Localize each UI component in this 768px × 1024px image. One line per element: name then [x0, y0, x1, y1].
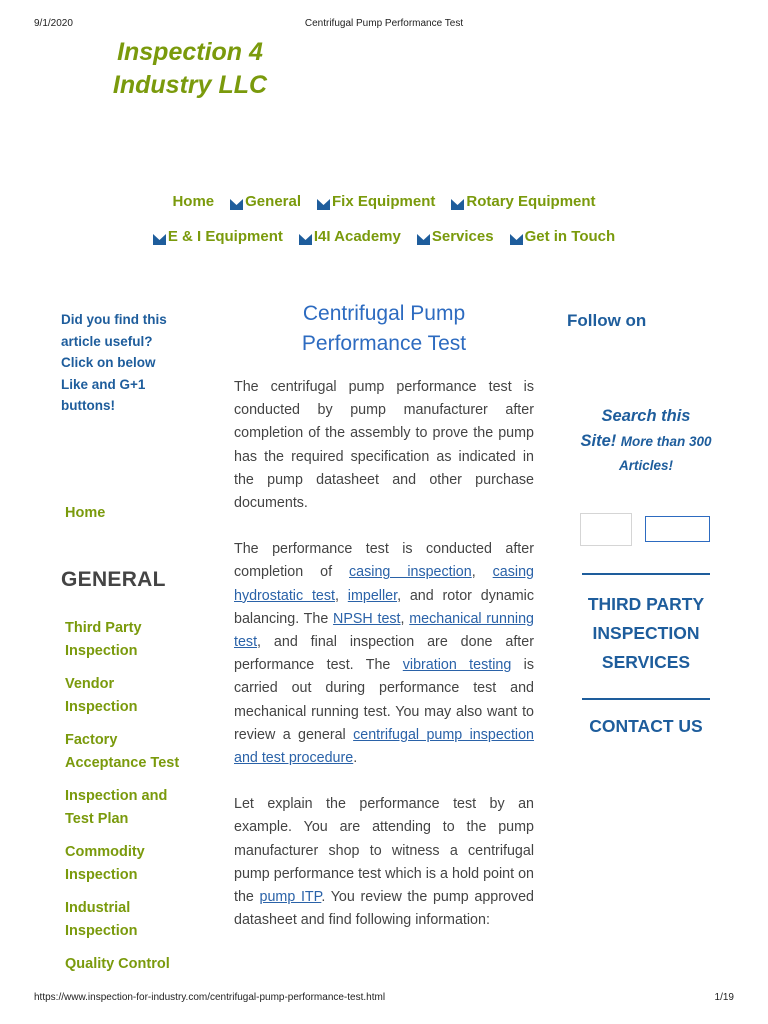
sidebar-link-factory-acceptance-test[interactable]	[65, 729, 205, 775]
search-prompt-line: Search this	[601, 407, 691, 425]
logo-line-2: Industry LLC	[112, 71, 268, 99]
sidebar-link-quality-control[interactable]	[65, 953, 205, 976]
nav-label: Fix Equipment	[332, 193, 436, 210]
print-url: https://www.inspection-for-industry.com/centrifugal-pump-performance-test.html	[34, 992, 386, 1003]
link-text: Inspection	[65, 699, 138, 715]
article-body	[234, 376, 534, 955]
link-mechanical-running-test[interactable]: mechanical running test	[234, 610, 534, 651]
link-pump-itp[interactable]: pump ITP	[259, 889, 322, 906]
link-text: Industrial	[65, 900, 131, 916]
text: Let explain the performance test by an example. You are attending to the pump manufacturer shop to witness a centrifugal pump performance test which is a hold point on the	[234, 796, 534, 906]
text: ,	[400, 610, 410, 627]
article-paragraph-1: The centrifugal pump performance test is conducted by pump manufacturer after completion of the assembly to prove the pump has the required specification as indicated in the pump datasheet and other purchase documents.	[234, 379, 534, 512]
sidebar-general-links	[65, 617, 205, 976]
link-centrifugal-pump-inspection-procedure[interactable]: centrifugal pump inspection and test procedure	[234, 726, 534, 767]
text: is carried out during performance test and mechanical running test. You may also want to review a general	[234, 657, 534, 743]
nav-item-services[interactable]	[417, 228, 494, 245]
like-prompt-line: Click on below	[61, 355, 156, 370]
dropdown-arrow-icon	[451, 199, 464, 210]
text: The performance test is conducted after completion of	[234, 541, 534, 581]
article-title	[234, 299, 534, 359]
article-title-line: Centrifugal Pump	[302, 302, 466, 325]
link-text: THIRD PARTY	[587, 594, 705, 614]
text: ,	[335, 587, 348, 604]
link-text: Test Plan	[65, 811, 129, 827]
nav-item-get-in-touch[interactable]	[510, 228, 616, 245]
search-widget-frame[interactable]	[580, 513, 632, 546]
link-text: Commodity	[65, 844, 145, 860]
nav-item-e-and-i-equipment[interactable]	[153, 228, 283, 245]
link-casing-inspection[interactable]: casing inspection	[349, 564, 472, 581]
dropdown-arrow-icon	[153, 234, 166, 245]
nav-item-general[interactable]	[230, 193, 301, 210]
link-vibration-testing[interactable]: vibration testing	[402, 657, 512, 674]
text: , and final inspection are done after performance test. The	[234, 634, 534, 674]
nav-label: General	[245, 193, 302, 210]
dropdown-arrow-icon	[299, 234, 312, 245]
link-npsh-test[interactable]: NPSH test	[333, 610, 401, 627]
link-text: Acceptance Test	[65, 755, 180, 771]
link-text: Inspection and	[65, 788, 168, 804]
dropdown-arrow-icon	[510, 234, 523, 245]
dropdown-arrow-icon	[417, 234, 430, 245]
like-prompt-line: buttons!	[61, 398, 115, 413]
like-prompt-line: Like and G+1	[61, 376, 146, 392]
search-prompt-line: More than 300	[620, 434, 712, 449]
dropdown-arrow-icon	[230, 199, 243, 210]
sidebar-heading-general: GENERAL	[61, 568, 166, 591]
nav-item-home[interactable]	[172, 193, 214, 210]
contact-us-link[interactable]: CONTACT US	[589, 716, 703, 736]
article-paragraph-2	[234, 538, 534, 770]
print-date: 9/1/2020	[34, 18, 73, 29]
divider	[582, 573, 710, 575]
link-text: Factory	[65, 732, 118, 748]
sidebar-link-inspection-and-test-plan[interactable]	[65, 785, 205, 831]
article-paragraph-3	[234, 793, 534, 932]
dropdown-arrow-icon	[317, 199, 330, 210]
link-text: Inspection	[65, 643, 138, 659]
link-text: SERVICES	[601, 652, 691, 672]
nav-item-fix-equipment[interactable]	[317, 193, 435, 210]
link-casing-hydrostatic-test[interactable]: casing hydrostatic test	[234, 564, 534, 604]
link-text: Inspection	[65, 867, 138, 883]
like-prompt-line: Did you find this	[61, 312, 167, 327]
text: ,	[471, 564, 493, 581]
sidebar-link-vendor-inspection[interactable]	[65, 673, 205, 719]
link-text: Quality Control	[65, 956, 170, 972]
sidebar-home-link[interactable]: Home	[65, 505, 106, 521]
link-impeller[interactable]: impeller	[347, 587, 398, 604]
link-text: INSPECTION	[592, 623, 700, 643]
print-title: Centrifugal Pump Performance Test	[304, 18, 464, 29]
nav-label: I4I Academy	[313, 228, 401, 245]
link-text: Third Party	[65, 620, 142, 636]
text: . You review the pump approved datasheet and find following information:	[234, 889, 534, 929]
nav-label: E & I Equipment	[167, 228, 283, 245]
nav-label: Home	[172, 193, 215, 210]
search-site-prompt	[575, 404, 717, 477]
nav-label: Get in Touch	[524, 228, 616, 245]
print-footer	[0, 992, 768, 1006]
search-prompt-line: Articles!	[618, 458, 674, 473]
search-input[interactable]	[645, 516, 710, 542]
divider	[582, 698, 710, 700]
search-prompt-line: Site!	[580, 432, 617, 450]
print-header	[0, 18, 768, 32]
sidebar-link-commodity-inspection[interactable]	[65, 841, 205, 887]
main-nav-row-1	[0, 193, 768, 210]
link-text: Vendor	[65, 676, 115, 692]
third-party-inspection-services-link[interactable]	[575, 590, 717, 677]
sidebar-link-third-party-inspection[interactable]	[65, 617, 205, 663]
nav-item-rotary-equipment[interactable]	[451, 193, 595, 210]
like-prompt	[61, 309, 191, 417]
text: , and rotor dynamic balancing. The	[234, 587, 534, 627]
follow-on-label: Follow on	[567, 311, 647, 330]
print-page-number: 1/19	[714, 992, 734, 1003]
like-prompt-line: article useful?	[61, 333, 153, 349]
nav-label: Services	[431, 228, 494, 245]
link-text: Inspection	[65, 923, 138, 939]
main-nav-row-2	[0, 228, 768, 245]
logo-line-1: Inspection 4	[117, 38, 263, 66]
nav-label: Rotary Equipment	[466, 193, 596, 210]
sidebar-link-industrial-inspection[interactable]	[65, 897, 205, 943]
site-logo[interactable]	[100, 36, 280, 102]
article-title-line: Performance Test	[301, 332, 467, 355]
text: .	[353, 750, 358, 767]
nav-item-i4i-academy[interactable]	[299, 228, 401, 245]
